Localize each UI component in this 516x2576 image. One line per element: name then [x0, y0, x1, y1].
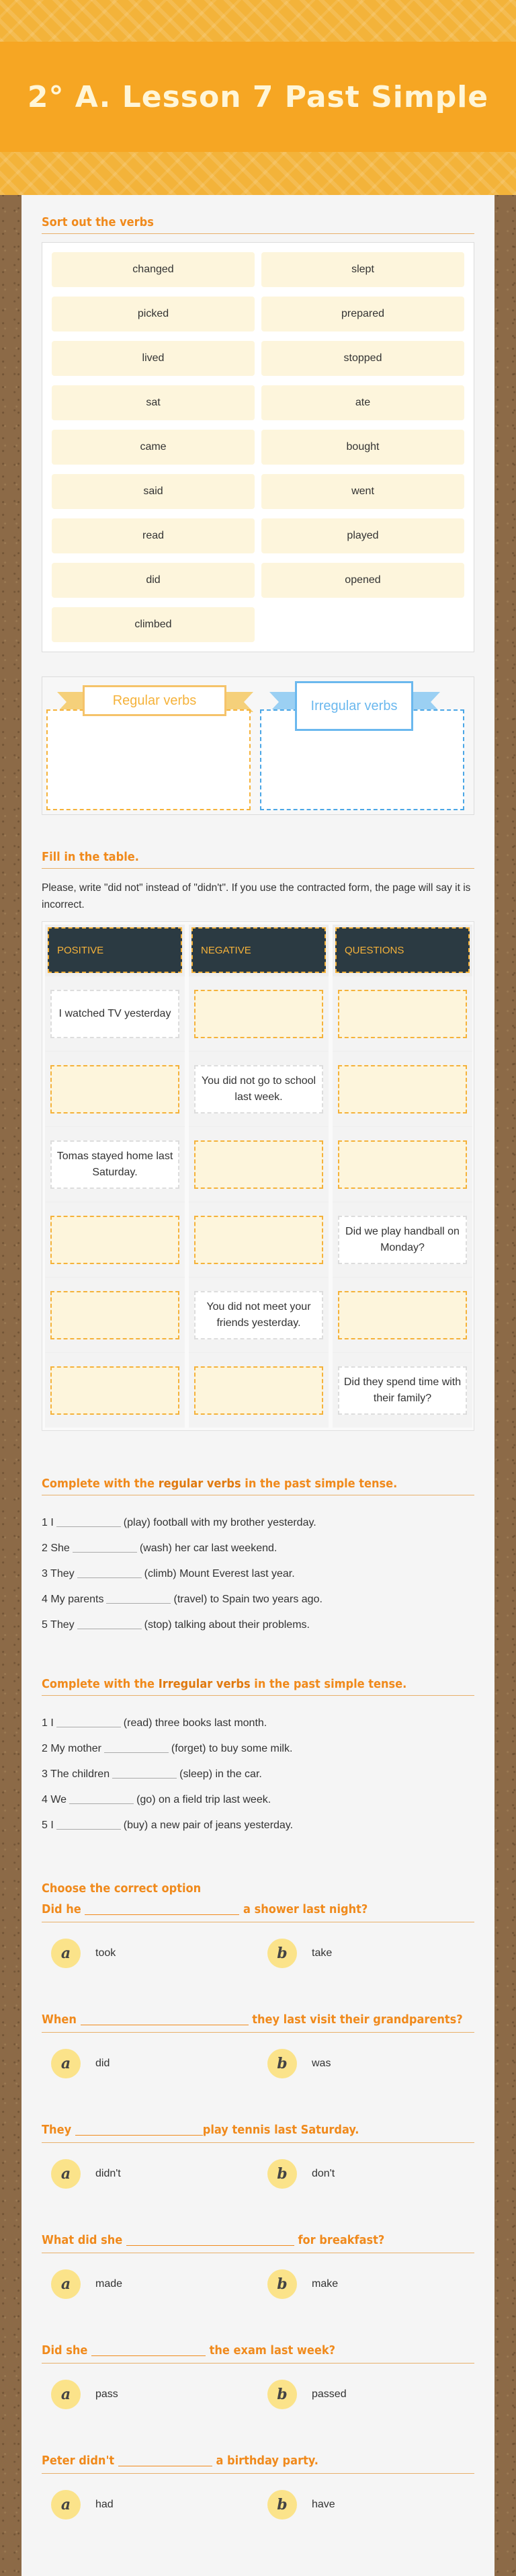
blank-input[interactable] — [56, 1818, 121, 1830]
table-header — [189, 925, 329, 976]
table-header-label: QUESTIONS — [335, 927, 470, 973]
list-item — [42, 1813, 474, 1838]
table-cell — [333, 976, 472, 1051]
option-letter-badge: b — [267, 2380, 297, 2409]
choice-question — [42, 2454, 474, 2525]
choose-section — [42, 1881, 474, 2525]
question-end: a shower last night? — [239, 1902, 368, 1916]
option-b[interactable] — [258, 2380, 474, 2409]
table-cell — [333, 1051, 472, 1126]
fill-title: Fill in the table. — [42, 850, 474, 869]
choice-question — [42, 2343, 474, 2415]
question-text — [42, 2454, 474, 2474]
option-letter-badge: a — [51, 2049, 81, 2078]
verb-chip-pool — [42, 242, 474, 652]
verb-chip[interactable]: prepared — [261, 297, 464, 331]
verb-chip[interactable]: picked — [52, 297, 255, 331]
blank-input[interactable] — [56, 1715, 121, 1727]
table-cell — [45, 1126, 185, 1202]
answer-input[interactable] — [338, 1291, 467, 1339]
question-end: a birthday party. — [212, 2454, 318, 2468]
question-start: Peter didn't — [42, 2454, 118, 2468]
choice-question — [42, 2123, 474, 2194]
choice-question — [42, 2013, 474, 2084]
question-start: They — [42, 2123, 75, 2137]
given-sentence: Did we play handball on Monday? — [338, 1216, 467, 1264]
irregular-title: Complete with the Irregular verbs in the past simple tense. — [42, 1677, 474, 1696]
given-sentence: Tomas stayed home last Saturday. — [50, 1140, 179, 1189]
option-label: did — [95, 2058, 110, 2069]
list-item — [42, 1561, 474, 1587]
sentence-end: (travel) to Spain two years ago. — [173, 1594, 322, 1605]
option-a[interactable] — [42, 2049, 258, 2078]
option-letter-badge: a — [51, 2159, 81, 2189]
question-end: for breakfast? — [294, 2233, 385, 2247]
table-cell — [333, 1202, 472, 1277]
sort-targets — [42, 676, 474, 815]
options-row — [42, 2374, 474, 2415]
option-letter-badge: a — [51, 1939, 81, 1968]
regular-sentences — [42, 1510, 474, 1638]
option-b[interactable] — [258, 2269, 474, 2299]
answer-input[interactable] — [50, 1216, 179, 1264]
answer-input[interactable] — [50, 1366, 179, 1415]
option-b[interactable] — [258, 2490, 474, 2520]
sentence-start: 3 The children — [42, 1768, 110, 1780]
sentence-end: (buy) a new pair of jeans yesterday. — [123, 1820, 294, 1831]
verb-chip[interactable]: ate — [261, 385, 464, 420]
list-item — [42, 1587, 474, 1612]
options-row — [42, 1933, 474, 1974]
regular-verbs-dropzone[interactable] — [46, 709, 251, 810]
sentence-start: 4 My parents — [42, 1594, 104, 1605]
blank-input[interactable] — [69, 1792, 134, 1804]
list-item — [42, 1612, 474, 1638]
question-text — [42, 2343, 474, 2364]
option-label: don't — [312, 2168, 335, 2179]
sentence-end: (climb) Mount Everest last year. — [144, 1568, 295, 1579]
verb-chip[interactable]: came — [52, 430, 255, 465]
blank-input[interactable] — [73, 1540, 137, 1553]
choice-question — [42, 2233, 474, 2304]
sentence-start: 4 We — [42, 1794, 67, 1805]
verb-chip[interactable]: changed — [52, 252, 255, 287]
table-cell — [189, 1352, 329, 1428]
option-a[interactable] — [42, 2269, 258, 2299]
question-start: When — [42, 2013, 81, 2027]
verb-chip[interactable]: did — [52, 563, 255, 598]
question-blank — [85, 1903, 239, 1915]
verb-chip[interactable]: played — [261, 518, 464, 553]
question-blank — [118, 2454, 212, 2466]
option-letter-badge: b — [267, 2159, 297, 2189]
verb-chip[interactable]: climbed — [52, 607, 255, 642]
options-row — [42, 2264, 474, 2304]
answer-input[interactable] — [194, 1216, 323, 1264]
option-label: have — [312, 2499, 335, 2510]
table-cell — [189, 1126, 329, 1202]
answer-input[interactable] — [50, 1065, 179, 1114]
option-letter-badge: b — [267, 2049, 297, 2078]
fill-section — [42, 850, 474, 1431]
option-label: had — [95, 2499, 114, 2510]
verb-chip[interactable]: went — [261, 474, 464, 509]
sentence-end: (wash) her car last weekend. — [139, 1543, 277, 1554]
question-text — [42, 1902, 474, 1922]
table-header — [45, 925, 185, 976]
sentence-start: 3 They — [42, 1568, 75, 1579]
list-item — [42, 1736, 474, 1762]
answer-input[interactable] — [338, 990, 467, 1038]
option-b[interactable] — [258, 2049, 474, 2078]
regular-title: Complete with the regular verbs in the past simple tense. — [42, 1477, 474, 1495]
answer-input[interactable] — [194, 1366, 323, 1415]
given-sentence: You did not go to school last week. — [194, 1065, 323, 1114]
question-end: they last visit their grandparents? — [248, 2013, 463, 2027]
page-title: 2° A. Lesson 7 Past Simple — [27, 79, 489, 114]
sort-section — [42, 195, 474, 815]
option-label: didn't — [95, 2168, 121, 2179]
regular-section — [42, 1477, 474, 1638]
option-b[interactable] — [258, 1939, 474, 1968]
regular-verbs-label: Regular verbs — [83, 685, 226, 716]
sentence-start: 5 I — [42, 1820, 54, 1831]
question-end: the exam last week? — [206, 2343, 335, 2357]
list-item — [42, 1787, 474, 1813]
list-item — [42, 1711, 474, 1736]
answer-input[interactable] — [194, 1140, 323, 1189]
sentence-start: 1 I — [42, 1717, 54, 1729]
question-start: Did she — [42, 2343, 92, 2357]
choice-questions — [42, 1902, 474, 2525]
table-cell — [45, 976, 185, 1051]
answer-input[interactable] — [338, 1140, 467, 1189]
verb-chip[interactable]: bought — [261, 430, 464, 465]
sentence-start: 5 They — [42, 1619, 75, 1631]
fill-table — [42, 921, 474, 1431]
table-cell — [45, 1352, 185, 1428]
table-header — [333, 925, 472, 976]
given-sentence: I watched TV yesterday — [50, 990, 179, 1038]
blank-input[interactable] — [104, 1741, 169, 1753]
sentence-start: 2 My mother — [42, 1743, 101, 1754]
question-blank — [126, 2234, 294, 2246]
question-blank — [91, 2344, 206, 2356]
option-b[interactable] — [258, 2159, 474, 2189]
question-start: Did he — [42, 1902, 85, 1916]
option-letter-badge: b — [267, 2269, 297, 2299]
option-letter-badge: a — [51, 2490, 81, 2520]
fill-instructions: Please, write "did not" instead of "didn't". If you use the contracted form, the page will say it is incorrect. — [42, 882, 471, 910]
irregular-section — [42, 1677, 474, 1838]
options-row — [42, 2043, 474, 2084]
table-cell — [189, 1277, 329, 1352]
list-item — [42, 1536, 474, 1561]
header-band — [0, 42, 516, 152]
lesson-panel — [22, 195, 494, 2576]
table-cell — [45, 1051, 185, 1126]
answer-input[interactable] — [338, 1065, 467, 1114]
list-item — [42, 1510, 474, 1536]
table-cell — [45, 1202, 185, 1277]
options-row — [42, 2154, 474, 2194]
options-row — [42, 2485, 474, 2525]
list-item — [42, 1762, 474, 1787]
sentence-end: (stop) talking about their problems. — [144, 1619, 310, 1631]
table-cell — [189, 1051, 329, 1126]
sort-title: Sort out the verbs — [42, 215, 474, 234]
option-label: passed — [312, 2388, 347, 2400]
question-text — [42, 2233, 474, 2253]
verb-chip[interactable]: opened — [261, 563, 464, 598]
option-label: pass — [95, 2388, 118, 2400]
option-label: took — [95, 1947, 116, 1959]
blank-input[interactable] — [77, 1566, 142, 1578]
option-a[interactable] — [42, 2159, 258, 2189]
answer-input[interactable] — [50, 1291, 179, 1339]
blank-input[interactable] — [112, 1766, 177, 1779]
option-label: take — [312, 1947, 333, 1959]
sentence-end: (go) on a field trip last week. — [136, 1794, 271, 1805]
option-letter-badge: a — [51, 2269, 81, 2299]
question-text — [42, 2123, 474, 2143]
question-start: What did she — [42, 2233, 126, 2247]
verb-chip[interactable]: said — [52, 474, 255, 509]
blank-input[interactable] — [56, 1515, 121, 1527]
question-blank — [75, 2123, 203, 2136]
verb-chip[interactable]: lived — [52, 341, 255, 376]
option-letter-badge: b — [267, 1939, 297, 1968]
option-a[interactable] — [42, 2490, 258, 2520]
table-cell — [189, 1202, 329, 1277]
table-cell — [333, 1277, 472, 1352]
table-cell — [333, 1352, 472, 1428]
table-header-label: POSITIVE — [48, 927, 182, 973]
verb-chip[interactable]: stopped — [261, 341, 464, 376]
sentence-end: (forget) to buy some milk. — [171, 1743, 293, 1754]
option-letter-badge: b — [267, 2490, 297, 2520]
table-header-label: NEGATIVE — [191, 927, 326, 973]
given-sentence: You did not meet your friends yesterday. — [194, 1291, 323, 1339]
header-banner — [0, 0, 516, 195]
option-label: make — [312, 2278, 339, 2290]
blank-input[interactable] — [106, 1592, 171, 1604]
choice-question — [42, 1902, 474, 1974]
sentence-end: (play) football with my brother yesterday. — [123, 1517, 316, 1528]
irregular-sentences — [42, 1711, 474, 1838]
question-text — [42, 2013, 474, 2033]
table-cell — [45, 1277, 185, 1352]
sentence-start: 2 She — [42, 1543, 70, 1554]
verb-chip[interactable]: slept — [261, 252, 464, 287]
table-cell — [189, 976, 329, 1051]
option-a[interactable] — [42, 1939, 258, 1968]
sentence-end: (read) three books last month. — [123, 1717, 267, 1729]
irregular-verbs-label: Irregular verbs — [295, 681, 413, 731]
verb-chip[interactable]: sat — [52, 385, 255, 420]
verb-chip[interactable]: read — [52, 518, 255, 553]
given-sentence: Did they spend time with their family? — [338, 1366, 467, 1415]
choose-title: Choose the correct option — [42, 1881, 202, 1896]
option-label: was — [312, 2058, 331, 2069]
table-cell — [333, 1126, 472, 1202]
question-end: play tennis last Saturday. — [202, 2123, 359, 2137]
option-a[interactable] — [42, 2380, 258, 2409]
sentence-start: 1 I — [42, 1517, 54, 1528]
question-blank — [81, 2013, 249, 2025]
blank-input[interactable] — [77, 1617, 142, 1629]
sentence-end: (sleep) in the car. — [179, 1768, 262, 1780]
answer-input[interactable] — [194, 990, 323, 1038]
option-letter-badge: a — [51, 2380, 81, 2409]
option-label: made — [95, 2278, 123, 2290]
